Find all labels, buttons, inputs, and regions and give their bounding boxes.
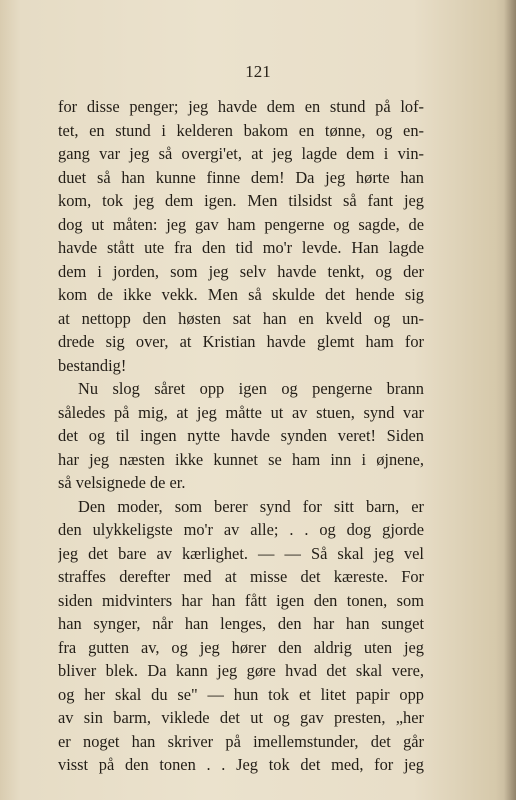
body-text (58, 95, 424, 777)
text-line: siden midvinters har han fått igen den tonen, som (58, 590, 424, 610)
text-line: havde stått ute fra den tid mo'r levde. Han lagde (58, 238, 424, 257)
text-line: den ulykkeligste mo'r av alle; . . og dog gjorde (58, 520, 424, 539)
text-line: jeg det bare av kærlighet. — — Så skal jeg vel (58, 543, 424, 563)
text-line: visst på den tonen . . Jeg tok det med, for jeg (58, 755, 424, 774)
text-line: for disse penger; jeg havde dem en stund på lof- (58, 97, 424, 116)
text-line: kom de ikke vekk. Men så skulde det hende sig (58, 285, 424, 304)
text-line: dog ut måten: jeg gav ham pengerne og sagde, de (58, 214, 424, 234)
text-line: har jeg næsten ikke kunnet se ham inn i øjnene, (58, 449, 424, 469)
page-number: 121 (245, 62, 271, 81)
text-line: og her skal du se" — hun tok et litet papir opp (58, 684, 424, 704)
text-line: så velsignede de er. (58, 473, 186, 492)
paragraph-start-line: Nu slog såret opp igen og pengerne brann (78, 379, 424, 398)
paragraph-start-line: Den moder, som berer synd for sitt barn, er (78, 496, 424, 516)
text-line: straffes derefter med at misse det kæreste. For (58, 567, 424, 586)
text-line: av sin barm, viklede det ut og gav presten, „her (58, 708, 424, 727)
text-line: dem i jorden, som jeg selv havde tenkt, og der (58, 261, 424, 281)
text-line: han synger, når han lenges, den har han sunget (58, 614, 424, 633)
text-line: bestandig! (58, 355, 127, 375)
text-line: tet, en stund i kelderen bakom en tønne, og en- (58, 120, 424, 140)
text-line: at nettopp den høsten sat han en kveld og un- (58, 308, 424, 328)
text-line: er noget han skriver på imellemstunder, det går (58, 731, 424, 751)
text-line: gang var jeg så overgi'et, at jeg lagde dem i vin- (58, 144, 424, 163)
text-line: fra gutten av, og jeg hører den aldrig uten jeg (58, 637, 424, 657)
text-line: drede sig over, at Kristian havde glemt ham for (58, 332, 424, 351)
text-line: duet så han kunne finne dem! Da jeg hørte han (58, 167, 424, 187)
text-line: kom, tok jeg dem igen. Men tilsidst så fant jeg (58, 191, 424, 210)
text-line: således på mig, at jeg måtte ut av stuen, synd var (58, 402, 424, 422)
text-line: bliver blek. Da kann jeg gøre hvad det skal vere, (58, 661, 424, 680)
text-line: det og til ingen nytte havde synden veret! Siden (58, 426, 424, 445)
